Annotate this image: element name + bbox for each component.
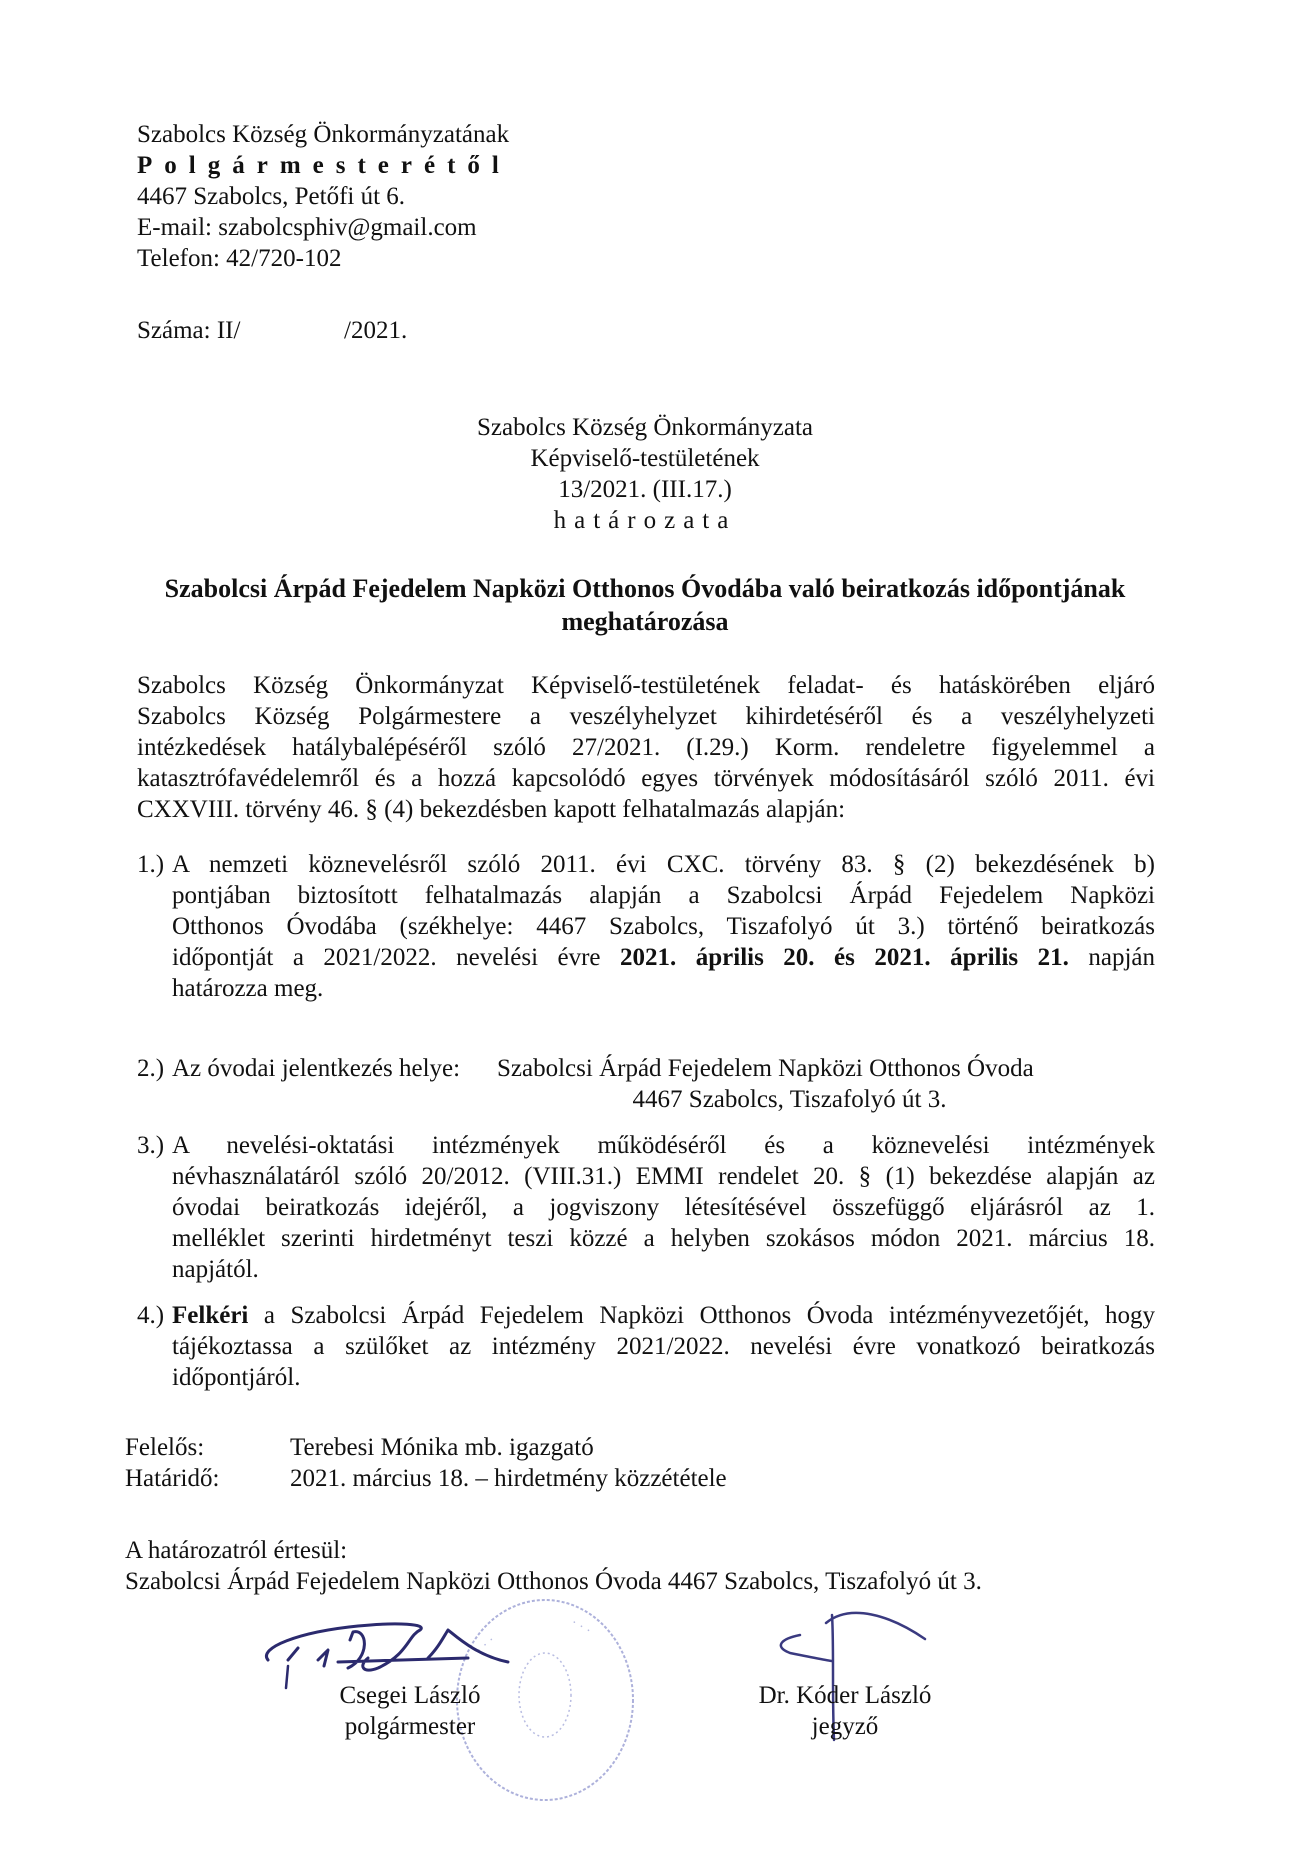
item-3-line: névhasználatáról szóló 20/2012. (VIII.31.) EMMI rendelet 20. § (1) bekezdése alapján az <box>172 1163 1155 1190</box>
item-3-line: napjától. <box>172 1256 259 1283</box>
intro-line: intézkedések hatálybalépéséről szóló 27/2021. (I.29.) Korm. rendeletre figyelemmel a <box>137 734 1155 761</box>
enrollment-date-2: 2021. április 21. <box>874 944 1069 971</box>
notified-value: Szabolcsi Árpád Fejedelem Napközi Otthonos Óvoda 4467 Szabolcs, Tiszafolyó út 3. <box>125 1568 982 1595</box>
header-org-line: Szabolcs Község Önkormányzatának <box>137 121 510 148</box>
intro-line: Szabolcs Község Önkormányzat Képviselő-testületének feladat- és hatáskörében eljáró <box>137 672 1155 699</box>
resolution-type: határozata <box>553 507 737 534</box>
header-address: 4467 Szabolcs, Petőfi út 6. <box>137 183 406 210</box>
item-4-number: 4.) <box>137 1302 165 1329</box>
item-2-number: 2.) <box>137 1055 165 1082</box>
item-1-dates-prefix: időpontját a 2021/2022. nevelési évre <box>172 944 601 971</box>
item-1-number: 1.) <box>137 851 165 878</box>
header-phone: Telefon: 42/720-102 <box>137 245 342 272</box>
header-office-line: Polgármesterétől <box>137 152 511 179</box>
notified-label: A határozatról értesül: <box>125 1537 348 1564</box>
intro-paragraph <box>137 670 1155 825</box>
enrollment-date-1: 2021. április 20. <box>620 944 815 971</box>
responsible-label: Felelős: <box>125 1434 205 1461</box>
item-1-dates-suffix: napján <box>1088 944 1155 971</box>
item-1-text <box>172 849 1155 1004</box>
stamp-text-right: · · · <box>568 1615 594 1639</box>
resolution-body: Szabolcs Község Önkormányzata <box>477 414 813 441</box>
deadline-value: 2021. március 18. – hirdetmény közzététele <box>290 1465 727 1492</box>
item-4-line <box>172 1300 1155 1331</box>
item-2-label: Az óvodai jelentkezés helye: <box>172 1055 461 1082</box>
document-title-line2: meghatározása <box>561 607 729 636</box>
resolution-number: 13/2021. (III.17.) <box>558 476 732 503</box>
notary-name: Dr. Kóder László <box>758 1682 932 1709</box>
item-4-line: tájékoztassa a szülőket az intézmény 2021/2022. nevelési évre vonatkozó beiratkozás <box>172 1333 1155 1360</box>
item-2-place-name: Szabolcsi Árpád Fejedelem Napközi Otthonos Óvoda <box>497 1055 1034 1082</box>
item-4-line: időpontjáról. <box>172 1364 301 1391</box>
document-title <box>130 572 1160 638</box>
item-3-number: 3.) <box>137 1132 165 1159</box>
item-3-line: melléklet szerinti hirdetményt teszi közzé a helyben szokásos módon 2021. március 18. <box>172 1225 1155 1252</box>
item-1-line-dates <box>172 942 1155 973</box>
item-4-text <box>172 1300 1155 1393</box>
item-4-line1-rest: a Szabolcsi Árpád Fejedelem Napközi Otthonos Óvoda intézményvezetőjét, hogy <box>263 1302 1155 1329</box>
enrollment-dates-and: és <box>834 944 855 971</box>
mayor-signature-icon <box>258 1618 548 1688</box>
mayor-role: polgármester <box>344 1713 476 1740</box>
item-1-line: A nemzeti köznevelésről szóló 2011. évi CXC. törvény 83. § (2) bekezdésének b) <box>172 851 1155 878</box>
notary-role: jegyző <box>811 1713 879 1740</box>
document-title-line1: Szabolcsi Árpád Fejedelem Napközi Otthonos Óvodába való beiratkozás időpontjának <box>164 574 1126 603</box>
reference-label: Száma: II/ <box>137 317 241 344</box>
item-1-line: határozza meg. <box>172 975 324 1002</box>
item-3-line: óvodai beiratkozás idejéről, a jogviszony létesítésével összefüggő eljárásról az 1. <box>172 1194 1155 1221</box>
resolution-board: Képviselő-testületének <box>530 445 760 472</box>
item-1-line: Otthonos Óvodába (székhelye: 4467 Szabolcs, Tiszafolyó út 3.) történő beiratkozás <box>172 913 1155 940</box>
item-2-place-address: 4467 Szabolcs, Tiszafolyó út 3. <box>632 1086 947 1113</box>
header-email: E-mail: szabolcsphiv@gmail.com <box>137 214 477 241</box>
intro-line: CXXVIII. törvény 46. § (4) bekezdésben kapott felhatalmazás alapján: <box>137 796 846 823</box>
item-3-text <box>172 1130 1155 1285</box>
stamp-text-left: · · · <box>472 1633 499 1659</box>
item-4-bold-word: Felkéri <box>172 1302 249 1329</box>
reference-year: /2021. <box>344 317 408 344</box>
responsible-value: Terebesi Mónika mb. igazgató <box>290 1434 594 1461</box>
item-3-line: A nevelési-oktatási intézmények működéséről és a köznevelési intézmények <box>172 1132 1155 1159</box>
intro-line: katasztrófavédelemről és a hozzá kapcsolódó egyes törvények módosításáról szóló 2011. évi <box>137 765 1155 792</box>
item-1-line: pontjában biztosított felhatalmazás alapján a Szabolcsi Árpád Fejedelem Napközi <box>172 882 1155 909</box>
intro-line: Szabolcs Község Polgármestere a veszélyhelyzet kihirdetéséről és a veszélyhelyzeti <box>137 703 1155 730</box>
deadline-label: Határidő: <box>125 1465 220 1492</box>
mayor-name: Csegei László <box>339 1682 481 1709</box>
